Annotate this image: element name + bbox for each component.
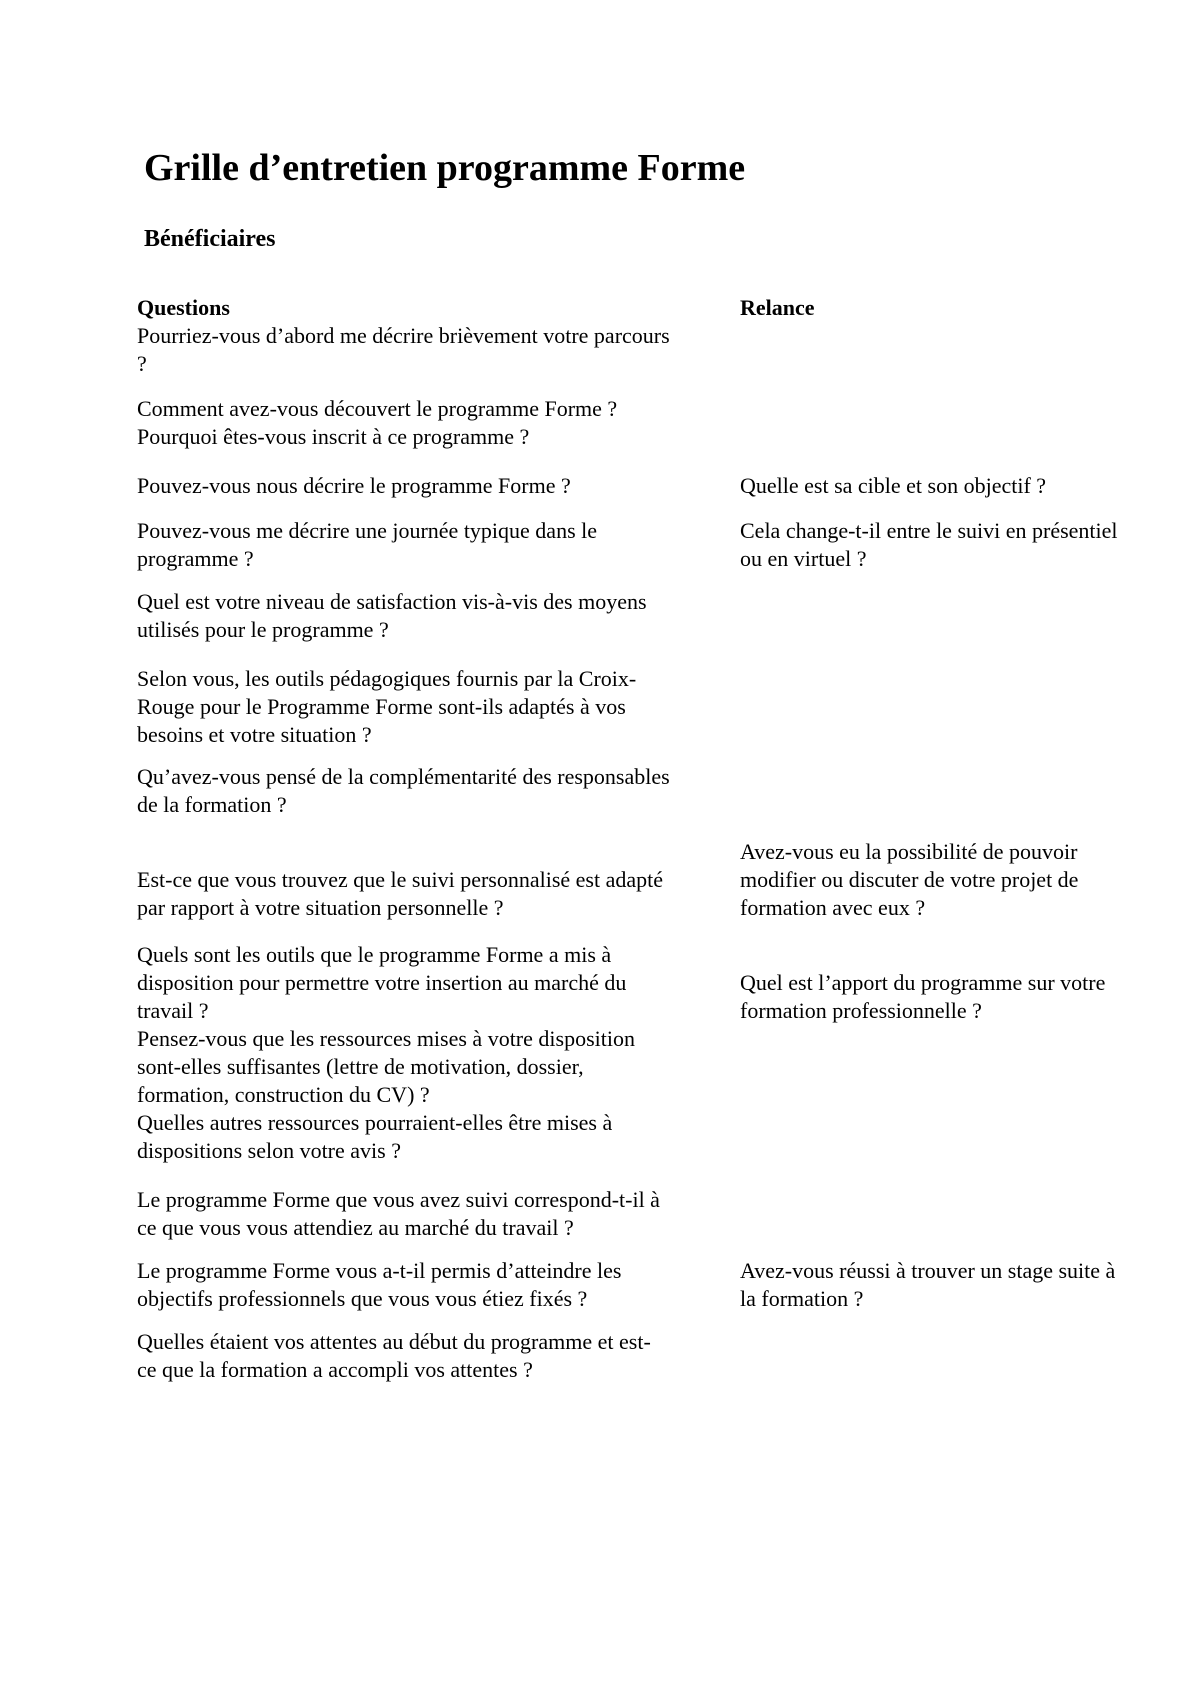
questions-column-header: Questions bbox=[137, 295, 230, 320]
question-10: Le programme Forme que vous avez suivi correspond-t-il à ce que vous vous attendiez au marché du travail ? bbox=[137, 1187, 660, 1240]
question-1: Pourriez-vous d’abord me décrire brièvement votre parcours ? bbox=[137, 323, 670, 376]
question-5: Quel est votre niveau de satisfaction vis-à-vis des moyens utilisés pour le programme ? bbox=[137, 589, 647, 642]
relance-5: Avez-vous réussi à trouver un stage suite à la formation ? bbox=[740, 1258, 1116, 1311]
question-9: Quels sont les outils que le programme Forme a mis à disposition pour permettre votre insertion au marché du travail ? Pensez-vous que les ressources mises à votre disposition sont-elles suffisantes (lettre de motivation, dossier, formation, construction du CV) ? Quelles autres ressources pourraient-elles être mises à dispositions selon votre avis ? bbox=[137, 942, 635, 1163]
question-8: Est-ce que vous trouvez que le suivi personnalisé est adapté par rapport à votre situation personnelle ? bbox=[137, 867, 664, 920]
relance-2: Cela change-t-il entre le suivi en présentiel ou en virtuel ? bbox=[740, 518, 1118, 571]
relance-1: Quelle est sa cible et son objectif ? bbox=[740, 473, 1047, 498]
page-title: Grille d’entretien programme Forme bbox=[144, 147, 746, 189]
section-heading: Bénéficiaires bbox=[144, 226, 276, 252]
question-2: Comment avez-vous découvert le programme Forme ? Pourquoi êtes-vous inscrit à ce programme ? bbox=[137, 396, 618, 449]
question-11: Le programme Forme vous a-t-il permis d’atteindre les objectifs professionnels que vous vous étiez fixés ? bbox=[137, 1258, 622, 1311]
question-7: Qu’avez-vous pensé de la complémentarité des responsables de la formation ? bbox=[137, 764, 670, 817]
question-4: Pouvez-vous me décrire une journée typique dans le programme ? bbox=[137, 518, 598, 571]
relance-3: Avez-vous eu la possibilité de pouvoir modifier ou discuter de votre projet de formation avec eux ? bbox=[740, 839, 1079, 920]
question-12: Quelles étaient vos attentes au début du programme et est- ce que la formation a accompli vos attentes ? bbox=[137, 1329, 651, 1382]
relance-column-header: Relance bbox=[740, 295, 815, 320]
relance-4: Quel est l’apport du programme sur votre formation professionnelle ? bbox=[740, 970, 1106, 1023]
question-3: Pouvez-vous nous décrire le programme Forme ? bbox=[137, 473, 571, 498]
question-6: Selon vous, les outils pédagogiques fournis par la Croix- Rouge pour le Programme Forme sont-ils adaptés à vos besoins et votre situation ? bbox=[137, 666, 637, 747]
